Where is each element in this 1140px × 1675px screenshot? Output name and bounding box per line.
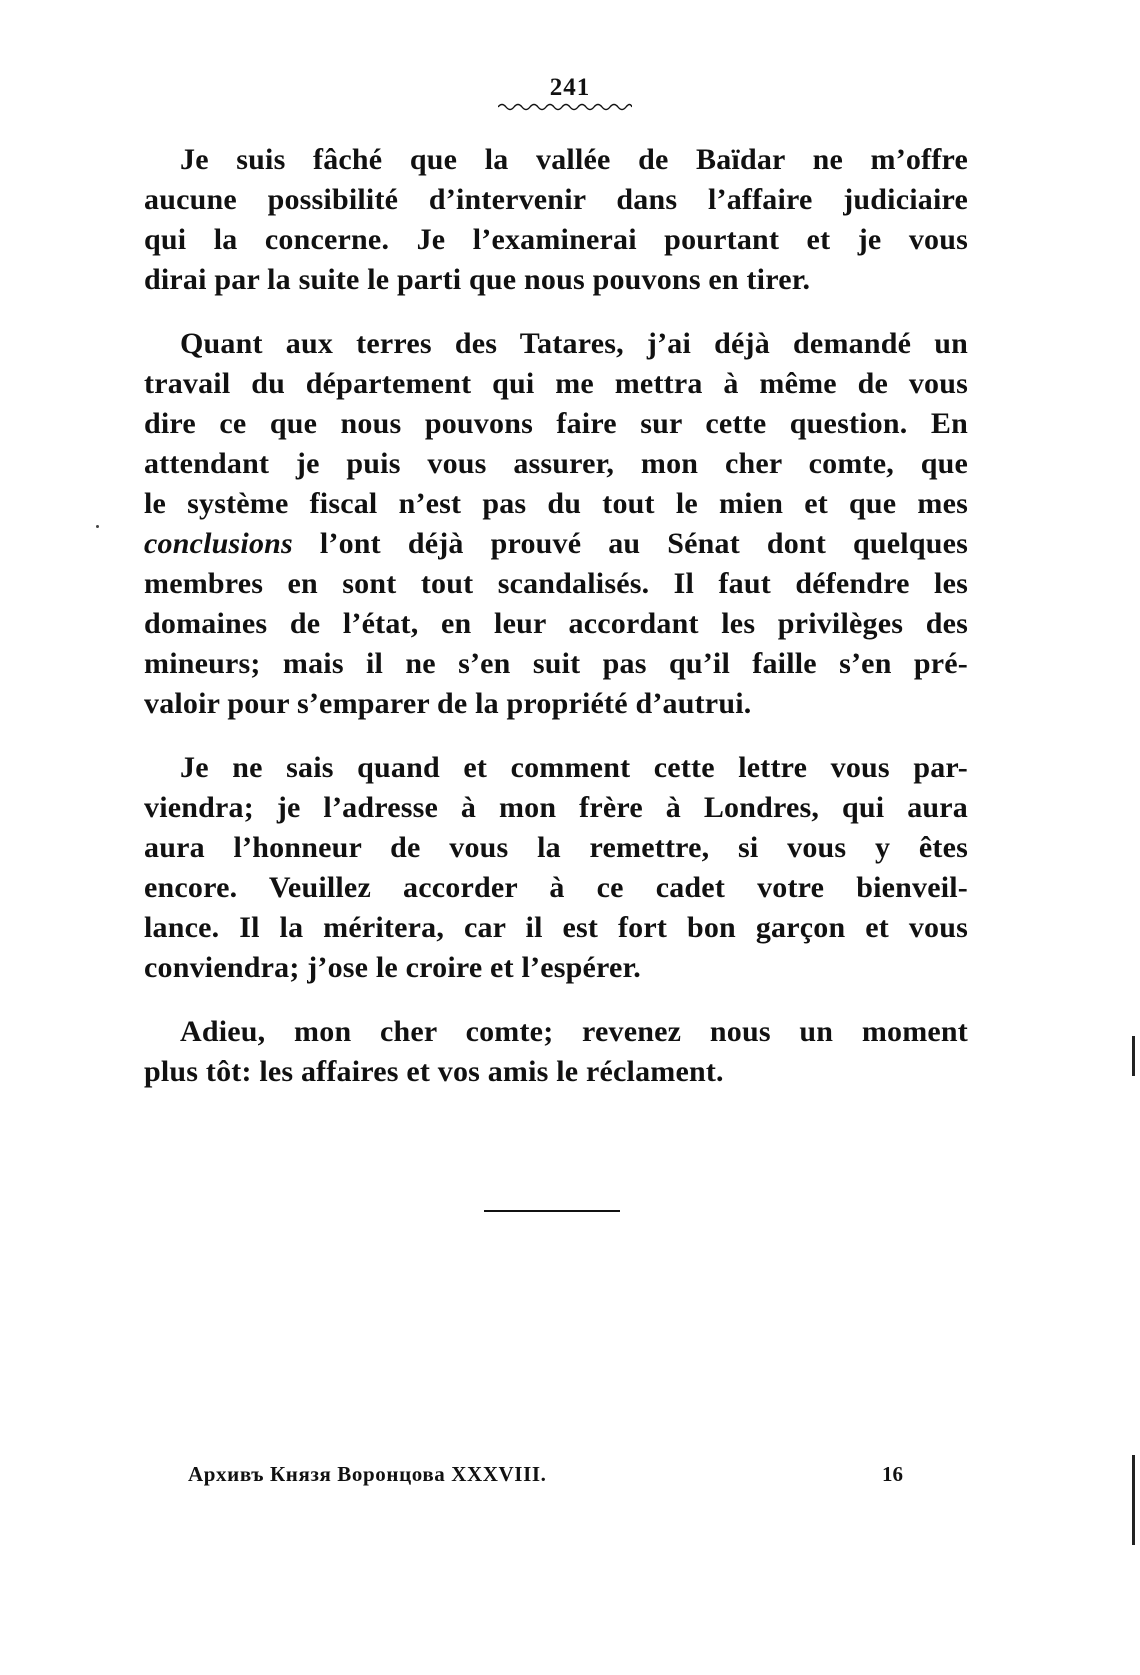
body-text xyxy=(144,140,968,1116)
text-line: dirai par la suite le parti que nous pouvons en tirer. xyxy=(144,263,811,296)
text-line: qui la concerne. Je l’examinerai pourtant et je vous xyxy=(144,223,968,256)
margin-mark xyxy=(96,525,99,528)
text-line: Adieu, mon cher comte; revenez nous un moment xyxy=(180,1015,968,1048)
text-line-rest: l’ont déjà prouvé au Sénat dont quelques xyxy=(319,527,969,560)
scan-edge-mark xyxy=(1132,1455,1135,1545)
text-line: Je ne sais quand et comment cette lettre vous par- xyxy=(180,751,968,784)
text-line: travail du département qui me mettra à même de vous xyxy=(144,367,968,400)
paragraph-3 xyxy=(144,748,968,988)
text-line: Je suis fâché que la vallée de Baïdar ne m’offre xyxy=(180,143,968,176)
text-line: membres en sont tout scandalisés. Il faut défendre les xyxy=(144,567,968,600)
text-line: encore. Veuillez accorder à ce cadet votre bienveil- xyxy=(144,871,968,904)
footer-title: Архивъ Князя Воронцова XXXVIII. xyxy=(188,1462,547,1486)
text-line: dire ce que nous pouvons faire sur cette question. En xyxy=(144,407,968,440)
text-line: attendant je puis vous assurer, mon cher comte, que xyxy=(144,447,968,480)
text-line: le système fiscal n’est pas du tout le mien et que mes xyxy=(144,487,968,520)
text-line: mineurs; mais il ne s’en suit pas qu’il faille s’en pré- xyxy=(144,647,968,680)
footer-signature-mark: 16 xyxy=(882,1462,903,1486)
text-line: Quant aux terres des Tatares, j’ai déjà demandé un xyxy=(180,327,968,360)
text-line: conviendra; j’ose le croire et l’espérer. xyxy=(144,951,641,984)
page-number-ornament xyxy=(498,102,632,112)
text-line: viendra; je l’adresse à mon frère à Londres, qui aura xyxy=(144,791,968,824)
page-number: 241 xyxy=(549,74,591,101)
italic-word: conclusions xyxy=(144,527,293,560)
text-line: valoir pour s’emparer de la propriété d’autrui. xyxy=(144,687,752,720)
scan-edge-mark xyxy=(1132,1036,1135,1076)
paragraph-1 xyxy=(144,140,968,300)
text-line: plus tôt: les affaires et vos amis le réclament. xyxy=(144,1055,724,1088)
text-line: aura l’honneur de vous la remettre, si vous y êtes xyxy=(144,831,968,864)
text-line: domaines de l’état, en leur accordant les privilèges des xyxy=(144,607,968,640)
text-line-mixed xyxy=(144,524,968,564)
section-divider xyxy=(484,1210,620,1212)
paragraph-2 xyxy=(144,324,968,724)
paragraph-4 xyxy=(144,1012,968,1092)
text-line: lance. Il la méritera, car il est fort bon garçon et vous xyxy=(144,911,968,944)
text-line: aucune possibilité d’intervenir dans l’affaire judiciaire xyxy=(144,183,968,216)
